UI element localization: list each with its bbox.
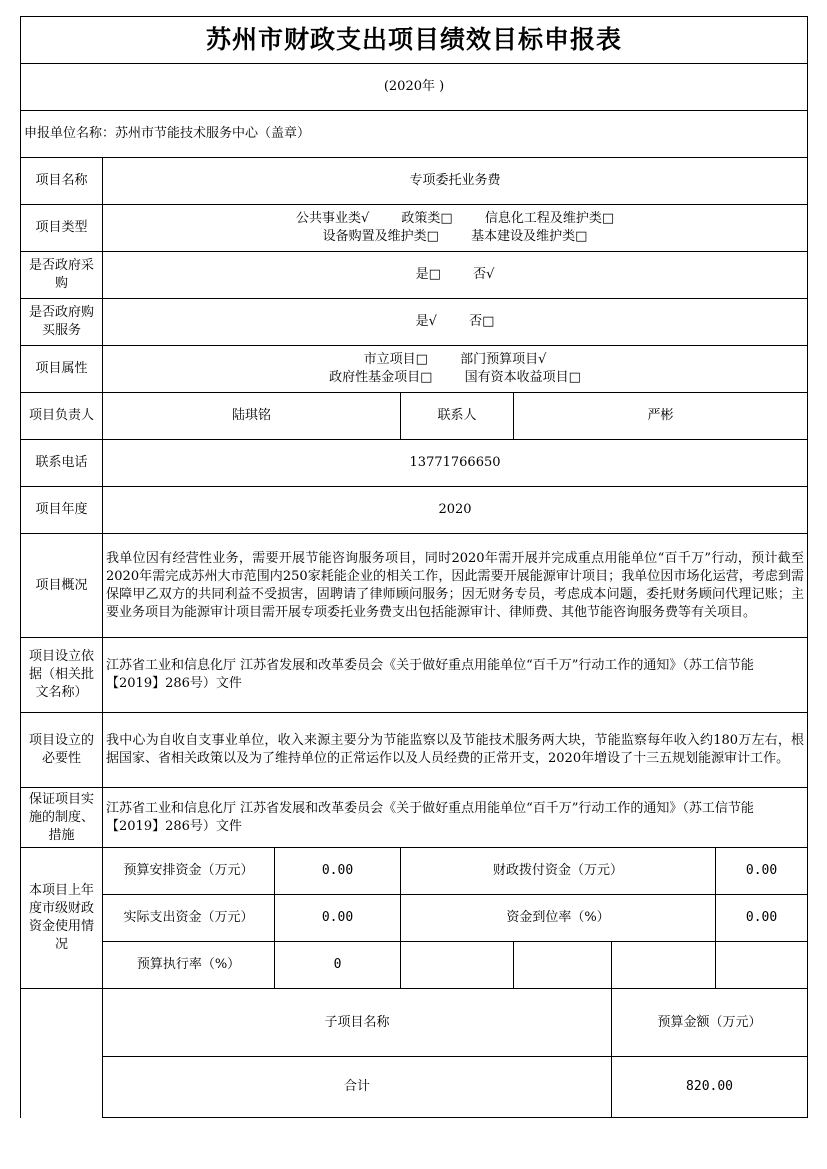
necessity-label: 项目设立的必要性 [21,713,103,788]
gov-procurement-no[interactable]: 否√ [473,267,495,282]
page-title: 苏州市财政支出项目绩效目标申报表 [21,17,808,64]
project-year-value: 2020 [103,487,808,534]
attr-option-fund[interactable]: 政府性基金项目□ [329,370,433,385]
gov-purchase-options [103,299,808,346]
necessity-text: 我中心为自收自支事业单位，收入来源主要分为节能监察以及节能技术服务两大块，节能监察每年收入约180万左右，根据国家、省相关政策以及为了维持单位的正常运作以及人员经费的正常开支，2020年增设了十三五规划能源审计工作。 [103,713,808,788]
budget-funds-value: 0.00 [275,848,401,895]
project-attr-options [103,346,808,393]
report-form [20,16,807,1118]
arrival-rate-value: 0.00 [716,895,808,942]
funds-label: 本项目上年度市级财政资金使用情况 [21,848,103,989]
type-option-it[interactable]: 信息化工程及维护类□ [484,211,615,226]
basis-label: 项目设立依据（相关批文名称） [21,638,103,713]
year-line: (2020年 ) [21,64,808,111]
gov-purchase-no[interactable]: 否□ [469,314,495,329]
allocated-funds-value: 0.00 [716,848,808,895]
subproject-side-cell [21,989,103,1118]
exec-rate-value: 0 [275,942,401,989]
arrival-rate-label: 资金到位率（%） [401,895,716,942]
gov-procurement-options [103,252,808,299]
form-table [20,16,808,1118]
phone-value: 13771766650 [103,440,808,487]
attr-option-state-capital[interactable]: 国有资本收益项目□ [464,370,581,385]
guarantee-text: 江苏省工业和信息化厅 江苏省发展和改革委员会《关于做好重点用能单位“百千万”行动工作的通知》（苏工信节能【2019】286号）文件 [103,788,808,848]
gov-procurement-label: 是否政府采购 [21,252,103,299]
type-option-public[interactable]: 公共事业类√ [295,211,370,226]
overview-label: 项目概况 [21,534,103,638]
gov-purchase-yes[interactable]: 是√ [415,314,437,329]
gov-procurement-yes[interactable]: 是□ [415,267,441,282]
budget-amount-header: 预算金额（万元） [612,989,808,1057]
total-label: 合计 [103,1057,612,1118]
project-name-value: 专项委托业务费 [103,158,808,205]
leader-label: 项目负责人 [21,393,103,440]
budget-funds-label: 预算安排资金（万元） [103,848,275,895]
type-option-policy[interactable]: 政策类□ [401,211,453,226]
exec-rate-label: 预算执行率（%） [103,942,275,989]
empty-cell [716,942,808,989]
empty-cell [514,942,612,989]
allocated-funds-label: 财政拨付资金（万元） [401,848,716,895]
subproject-name-header: 子项目名称 [103,989,612,1057]
total-value: 820.00 [612,1057,808,1118]
type-option-construction[interactable]: 基本建设及维护类□ [471,229,588,244]
overview-text: 我单位因有经营性业务，需要开展节能咨询服务项目，同时2020年需开展并完成重点用能单位“百千万”行动，预计截至2020年需完成苏州大市范围内250家耗能企业的相关工作，因此需要开展能源审计项目；我单位因市场化运营，考虑到需保障甲乙双方的共同利益不受损害，固聘请了律师顾问服务；因无财务专员，考虑成本问题，委托财务顾问代理记账；主要业务项目为能源审计项目需开展专项委托业务费支出包括能源审计、律师费、其他节能咨询服务费等有关项目。 [103,534,808,638]
project-type-options [103,205,808,252]
project-year-label: 项目年度 [21,487,103,534]
project-attr-label: 项目属性 [21,346,103,393]
attr-option-dept-budget[interactable]: 部门预算项目√ [460,352,547,367]
project-type-label: 项目类型 [21,205,103,252]
gov-purchase-label: 是否政府购买服务 [21,299,103,346]
contact-label: 联系人 [401,393,514,440]
attr-option-city[interactable]: 市立项目□ [363,352,428,367]
project-name-label: 项目名称 [21,158,103,205]
empty-cell [612,942,716,989]
actual-spend-label: 实际支出资金（万元） [103,895,275,942]
unit-line: 申报单位名称：苏州市节能技术服务中心（盖章） [21,111,808,158]
guarantee-label: 保证项目实施的制度、措施 [21,788,103,848]
actual-spend-value: 0.00 [275,895,401,942]
phone-label: 联系电话 [21,440,103,487]
empty-cell [401,942,514,989]
contact-value: 严彬 [514,393,808,440]
basis-text: 江苏省工业和信息化厅 江苏省发展和改革委员会《关于做好重点用能单位“百千万”行动工作的通知》（苏工信节能【2019】286号）文件 [103,638,808,713]
leader-value: 陆琪铭 [103,393,401,440]
type-option-equipment[interactable]: 设备购置及维护类□ [322,229,439,244]
